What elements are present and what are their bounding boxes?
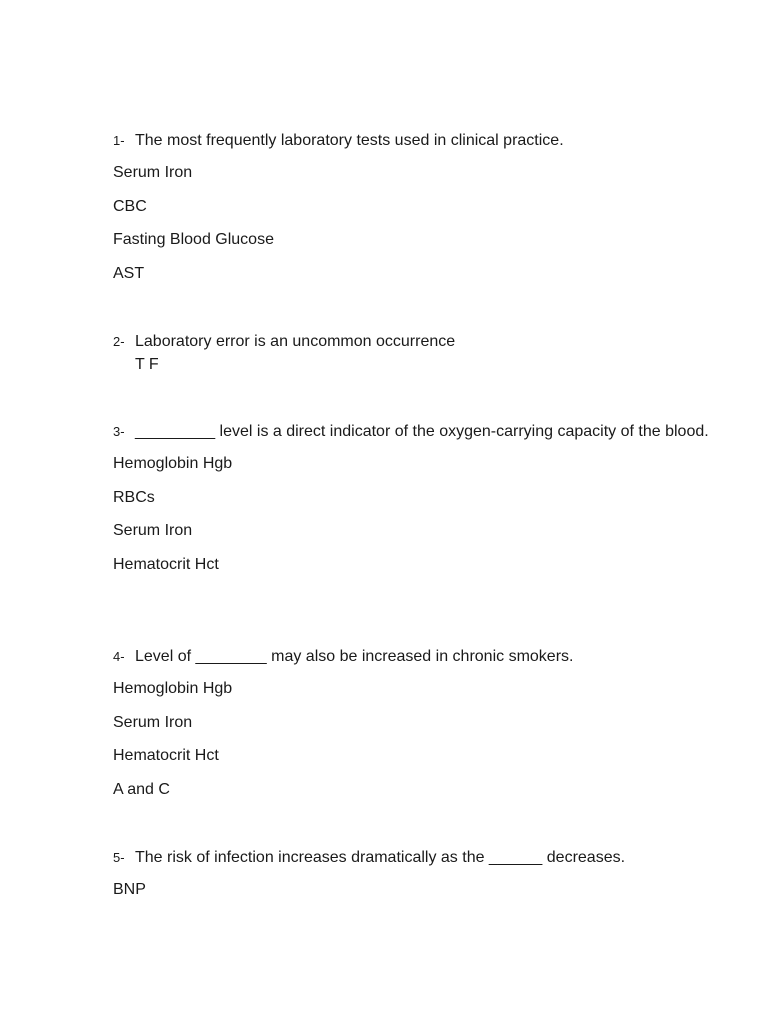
option-item: RBCs: [113, 488, 155, 506]
question-stem: [113, 420, 713, 443]
question-text: The risk of infection increases dramatically as the ______ decreases.: [135, 849, 626, 866]
option-item: Fasting Blood Glucose: [113, 231, 274, 248]
question-number: 3-: [113, 424, 125, 439]
question-stem: [113, 129, 713, 152]
option-item: Hemoglobin Hgb: [113, 680, 233, 697]
true-false-choices: T F: [135, 356, 159, 373]
question-3: [113, 420, 713, 576]
question-number: 2-: [113, 334, 125, 349]
options-list: [113, 678, 713, 801]
option-item: A and C: [113, 780, 170, 798]
question-number: 4-: [113, 649, 125, 664]
question-5: [113, 846, 713, 901]
question-text: Laboratory error is an uncommon occurrence: [135, 333, 456, 350]
question-text: _________ level is a direct indicator of the oxygen-carrying capacity of the blood.: [135, 423, 709, 440]
question-text: Level of ________ may also be increased in chronic smokers.: [135, 648, 574, 665]
question-number: 5-: [113, 850, 125, 865]
option-item: BNP: [113, 881, 146, 898]
question-text: The most frequently laboratory tests used in clinical practice.: [135, 132, 564, 149]
options-list: [113, 453, 713, 576]
option-item: Hematocrit Hct: [113, 555, 219, 573]
question-stem: [113, 846, 713, 869]
option-item: CBC: [113, 197, 147, 215]
options-list: [113, 879, 713, 901]
option-item: Serum Iron: [113, 522, 193, 539]
options-list: [113, 162, 713, 285]
question-stem: [113, 330, 713, 353]
option-item: Serum Iron: [113, 164, 193, 181]
option-item: Hemoglobin Hgb: [113, 455, 233, 472]
option-item: Hematocrit Hct: [113, 747, 219, 764]
question-number: 1-: [113, 133, 125, 148]
question-1: [113, 129, 713, 285]
question-2: [113, 330, 713, 376]
option-item: Serum Iron: [113, 713, 193, 731]
option-item: AST: [113, 264, 145, 282]
question-4: [113, 645, 713, 801]
question-stem: [113, 645, 713, 668]
